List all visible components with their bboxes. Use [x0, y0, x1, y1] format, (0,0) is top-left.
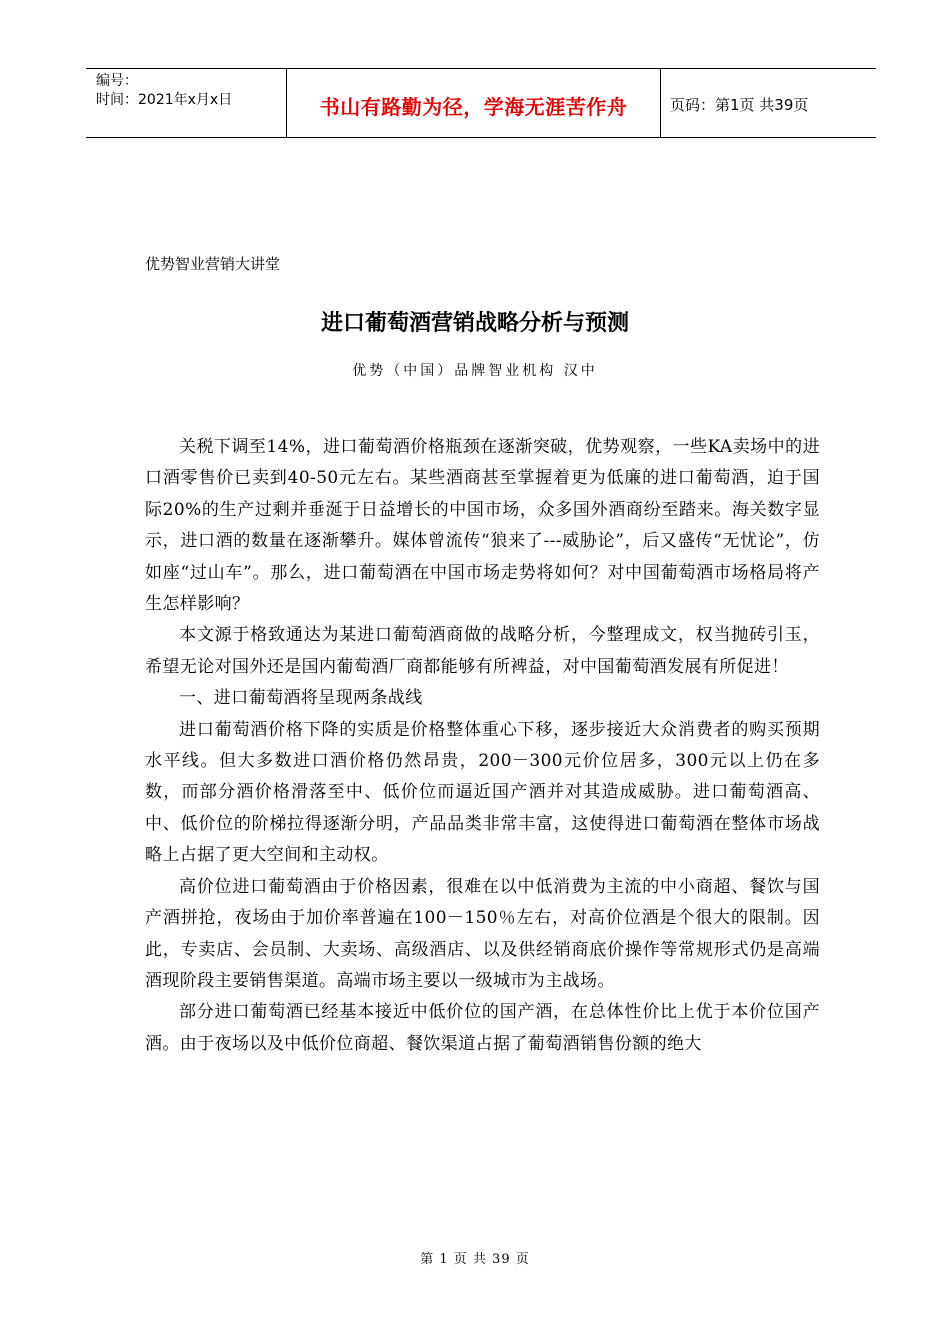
page-footer: 第 1 页 共 39 页 — [420, 1252, 530, 1267]
header-motto-cell — [286, 69, 661, 137]
header-left-cell — [86, 69, 286, 137]
header-motto: 书山有路勤为径，学海无涯苦作舟 — [319, 95, 628, 119]
series-label: 优势智业营销大讲堂 — [145, 255, 281, 273]
document-author: 优势（中国）品牌智业机构 汉中 — [352, 363, 598, 379]
paragraph: 进口葡萄酒价格下降的实质是价格整体重心下移，逐步接近大众消费者的购买预期水平线。但大多数进口酒价格仍然昂贵，200－300元价位居多，300元以上仍在多数，而部分酒价格滑落至中、低价位而逼近国产酒并对其造成威胁。进口葡萄酒高、中、低价位的阶梯拉得逐渐分明，产品品类非常丰富，这使得进口葡萄酒在整体市场战略上占据了更大空间和主动权。 — [145, 719, 820, 866]
paragraph: 高价位进口葡萄酒由于价格因素，很难在以中低消费为主流的中小商超、餐饮与国产酒拼抢，夜场由于加价率普遍在100－150％左右，对高价位酒是个很大的限制。因此，专卖店、会员制、大卖场、高级酒店、以及供经销商底价操作等常规形式仍是高端酒现阶段主要销售渠道。高端市场主要以一级城市为主战场。 — [145, 876, 820, 991]
document-body — [145, 432, 820, 1060]
paragraph: 本文源于格致通达为某进口葡萄酒商做的战略分析，今整理成文，权当抛砖引玉，希望无论对国外还是国内葡萄酒厂商都能够有所裨益，对中国葡萄酒发展有所促进！ — [145, 625, 820, 677]
document-title: 进口葡萄酒营销战略分析与预测 — [320, 311, 629, 336]
header-page-number: 页码：第1页 共39页 — [670, 96, 809, 114]
section-heading: 一、进口葡萄酒将呈现两条战线 — [179, 688, 423, 709]
number-label: 编号： — [96, 73, 138, 89]
header-page-cell — [660, 69, 876, 137]
time-label: 时间：2021年x月x日 — [96, 92, 233, 108]
paragraph: 部分进口葡萄酒已经基本接近中低价位的国产酒，在总体性价比上优于本价位国产酒。由于夜场以及中低价位商超、餐饮渠道占据了葡萄酒销售份额的绝大 — [145, 1002, 820, 1054]
paragraph: 关税下调至14%，进口葡萄酒价格瓶颈在逐渐突破，优势观察，一些KA卖场中的进口酒零售价已卖到40-50元左右。某些酒商甚至掌握着更为低廉的进口葡萄酒，迫于国际20%的生产过剩并垂涎于日益增长的中国市场，众多国外酒商纷至踏来。海关数字显示，进口酒的数量在逐渐攀升。媒体曾流传“狼来了---威胁论”，后又盛传“无忧论”，仿如座“过山车”。那么，进口葡萄酒在中国市场走势将如何？对中国葡萄酒市场格局将产生怎样影响？ — [145, 437, 820, 615]
page-header — [86, 68, 876, 138]
